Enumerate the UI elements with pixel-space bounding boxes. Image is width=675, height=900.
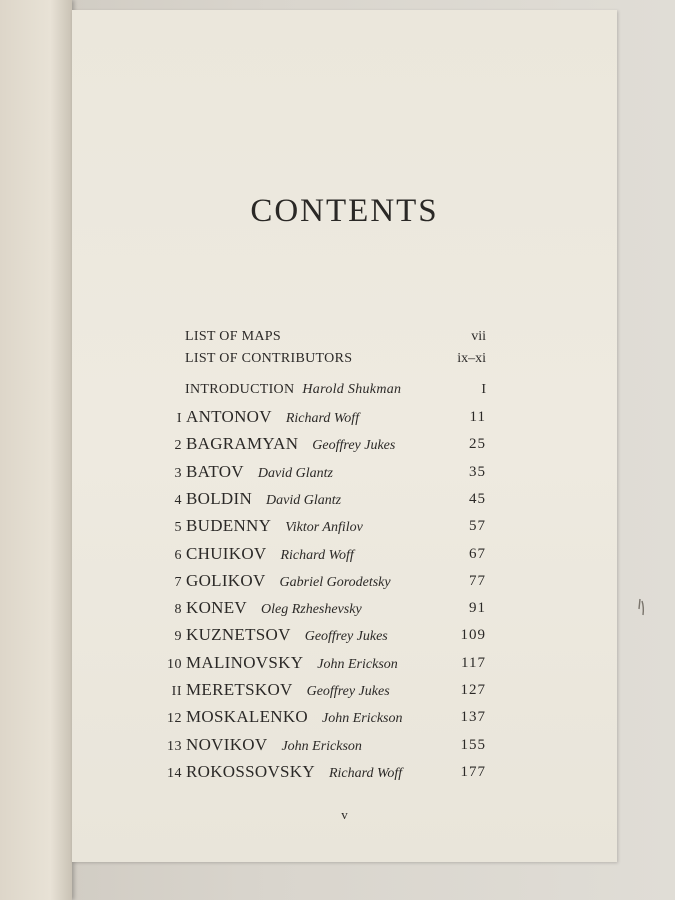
page-folio: v [341, 807, 348, 822]
front-matter-introduction [72, 382, 617, 402]
front-matter-label-wrap [185, 382, 401, 398]
entry-name: MALINOVSKY [186, 652, 304, 672]
entry-name-wrap [186, 571, 391, 591]
entry-author: Geoffrey Jukes [306, 684, 390, 699]
previous-page-edge [0, 0, 72, 900]
entry-name: CHUIKOV [186, 543, 267, 563]
toc-entry [72, 762, 617, 786]
entry-number: I [176, 411, 182, 426]
entry-author: David Glantz [266, 492, 342, 508]
entry-name: BOLDIN [186, 488, 253, 508]
front-matter-list-of-maps [72, 329, 617, 349]
entry-author: Viktor Anfilov [285, 520, 363, 536]
toc-entry [72, 707, 617, 731]
entry-name-wrap [186, 489, 341, 509]
entry-author: Geoffrey Jukes [304, 629, 388, 645]
entry-name: MOSKALENKO [186, 707, 308, 727]
entry-name-wrap [186, 516, 363, 536]
entry-number: 6 [174, 547, 182, 563]
entry-author: Oleg Rzheshevsky [261, 602, 362, 618]
entry-author: Gabriel Gorodetsky [279, 574, 391, 590]
entry-number: 4 [174, 492, 182, 508]
entry-name-wrap [186, 462, 333, 482]
entry-name-wrap [186, 653, 398, 673]
entry-number: 9 [174, 629, 182, 645]
entry-author: Richard Woff [328, 765, 403, 781]
entry-page: 127 [460, 682, 486, 698]
entry-number: 5 [174, 520, 182, 536]
toc-entry [72, 735, 617, 759]
entry-page: 117 [461, 654, 486, 671]
entry-number: 10 [167, 656, 182, 672]
front-matter-label: LIST OF MAPS [185, 329, 281, 344]
toc-entry [72, 598, 617, 622]
entry-name: BUDENNY [186, 516, 272, 536]
entry-name-wrap [186, 680, 390, 700]
entry-page: 177 [460, 763, 486, 780]
entry-number: 12 [167, 711, 182, 727]
pencil-mark [637, 597, 647, 617]
front-matter-list-of-contributors [72, 351, 617, 371]
entry-page: 155 [460, 736, 486, 753]
entry-name-wrap [186, 735, 362, 755]
entry-page: 109 [460, 627, 486, 644]
entry-name: KONEV [186, 598, 247, 618]
toc-entry [72, 625, 617, 649]
entry-page: 45 [469, 490, 486, 507]
entry-number: 3 [174, 465, 182, 481]
toc-entry [72, 516, 617, 540]
entry-name-wrap [186, 598, 362, 618]
entry-page: 11 [469, 409, 486, 425]
entry-author: John Erickson [322, 711, 403, 727]
entry-page: 57 [469, 518, 486, 535]
entry-name: NOVIKOV [186, 734, 268, 754]
entry-author: Richard Woff [280, 547, 354, 563]
entry-name-wrap [186, 544, 354, 564]
toc-entry [72, 571, 617, 595]
entry-name: ROKOSSOVSKY [186, 761, 315, 781]
toc-entry [72, 653, 617, 677]
entry-page: 25 [469, 436, 486, 453]
toc-entry [72, 434, 617, 458]
entry-author: Richard Woff [285, 411, 360, 426]
entry-name: BAGRAMYAN [186, 434, 299, 454]
entry-number: 7 [174, 574, 182, 590]
entry-author: Geoffrey Jukes [312, 438, 396, 454]
toc-entry [72, 544, 617, 568]
front-matter-page: vii [471, 329, 486, 344]
entry-name: KUZNETSOV [186, 625, 291, 645]
front-matter-label: INTRODUCTION [185, 382, 295, 397]
toc-entry [72, 489, 617, 513]
front-matter-label: LIST OF CONTRIBUTORS [185, 351, 353, 366]
entry-author: David Glantz [257, 465, 333, 481]
toc-entry [72, 407, 617, 431]
entry-name: GOLIKOV [186, 570, 266, 590]
front-matter-page: I [481, 382, 486, 397]
entry-number: II [171, 684, 182, 699]
entry-name: MERETSKOV [186, 680, 293, 699]
entry-name: BATOV [186, 461, 244, 481]
entry-page: 137 [460, 709, 486, 726]
entry-author: John Erickson [281, 738, 362, 754]
entry-name-wrap [186, 434, 395, 454]
entry-page: 35 [469, 463, 486, 480]
toc-entry [72, 462, 617, 486]
entry-number: 13 [167, 738, 182, 754]
entry-page: 91 [469, 600, 486, 617]
entry-number: 8 [174, 602, 182, 618]
front-matter-page: ix–xi [457, 351, 486, 366]
entry-author: John Erickson [317, 656, 398, 672]
front-matter-author: Harold Shukman [302, 382, 402, 397]
page-title: CONTENTS [250, 193, 439, 229]
entry-name-wrap [186, 407, 359, 427]
entry-name-wrap [186, 625, 388, 645]
entry-name-wrap [186, 707, 402, 727]
entry-number: 14 [167, 765, 182, 781]
entry-page: 77 [469, 572, 486, 589]
contents-page [72, 10, 617, 862]
entry-number: 2 [174, 438, 182, 454]
entry-name-wrap [186, 762, 402, 782]
entry-page: 67 [469, 545, 486, 562]
toc-entry [72, 680, 617, 704]
entry-name: ANTONOV [186, 407, 272, 426]
